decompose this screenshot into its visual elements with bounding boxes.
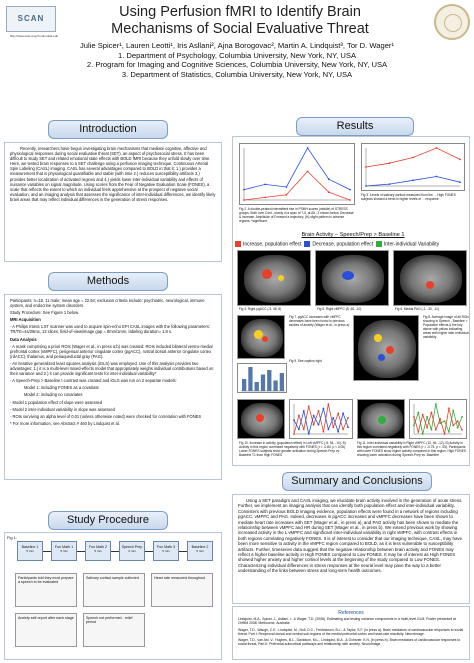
analysis-text-2: - An iterative generalized least squares analysis (iGLS) was employed. Use of this analysis provides two advantages: 1.) it is a multi-level mixed-effects model that appropriately weighs individual contributions based on their variance and 2.) it can provide significant tests for inter-individual variability* xyxy=(10,360,214,377)
introduction-heading: Introduction xyxy=(48,120,168,139)
analysis-heading: Data Analysis xyxy=(10,336,37,342)
fig11-caption: Fig 11. Inter-individual variability in Right vMPFC (10, 46, -12). B) Activity in this region correlated negatively with FONES (r = -0.75, p < .05). Participants with lower FONES show higher activity compared in this region, High FONES showing lower activation during Speech-Prep vs. Baseline xyxy=(357,441,466,457)
procedure-heading: Study Procedure xyxy=(48,511,168,530)
analysis-text-3: - A Speech-Prep > Baseline t contrast was created and iGLS was run on 2 separate models: xyxy=(10,378,177,384)
data-point xyxy=(412,157,414,159)
data-point xyxy=(439,422,441,424)
methods-footnote: * For more information, see Abstract # 460 by Lindquist et al. xyxy=(10,420,120,426)
data-point xyxy=(332,426,334,428)
data-point xyxy=(293,433,295,435)
introduction-text: Recently, researchers have begun investigating brain mechanisms that mediate cognitive, affective and physiological responses during social evaluative threat (SET), an aspect of psychosocial stress. It has been difficult to study SET and related emotional state effects with BOLD fMRI because they unfold slowly over time. Here, we tested brain responses to a SET challenge using a perfusion imaging technique, Continuous Arterial Spin Labeling (CASL) imaging. CASL has several advantages compared to BOLD in that it: 1.) provides a measurement that is physiological quantifiable and stable (with time 2.) reduces susceptibility artifacts 3.) provides better localization of activated regions and 4.) yields lower inter-individual variability and effects of nuisance variables on signal magnitude. Using scores from the Fear of Negative Evaluation Scale (FONES), a scale that reflects the extent to which an individual feels apprehensive at the prospect of negative social evaluation, and an imaging analysis that assesses the significance of inter-individual differences, we identify likely brain areas that may reflect individual differences in the generation of stress responses. xyxy=(10,146,216,202)
stage-label: Fun Math 1 xyxy=(54,545,74,549)
data-point xyxy=(342,412,344,414)
stage-arrow xyxy=(111,551,119,552)
data-point xyxy=(307,147,309,149)
data-point xyxy=(349,199,351,201)
series-line-0 xyxy=(294,404,348,434)
results-timeseries-left xyxy=(289,399,353,439)
procedure-note: Participants told they must prepare a speech to be evaluated xyxy=(15,573,77,607)
author-block xyxy=(20,41,454,79)
bar xyxy=(267,370,271,391)
data-point xyxy=(264,184,266,186)
data-point xyxy=(461,429,463,431)
brain-image-left-vmpfc xyxy=(237,399,285,439)
brain-image-pgacc xyxy=(237,250,311,306)
reference-1: Lindquist, M.A., Spicer, J., Asllani, I., & Wager, T.D. (2008). Estimating and testing variance components in a multi-level GLM. Poster presented at OHBM 2008, Melbourne, Australia xyxy=(238,617,456,626)
method-step-3: - ROIs surviving an alpha level of 0.01 (unless otherwise noted) were checked for correlation with FONES xyxy=(10,413,202,419)
bar xyxy=(261,375,265,392)
data-point xyxy=(444,433,446,435)
affiliation-2: 2. Program for Imaging and Cognitive Sciences, Columbia University, New York, NY, USA xyxy=(86,60,388,70)
data-point xyxy=(318,424,320,426)
bar xyxy=(280,373,284,391)
decrease-swatch xyxy=(304,241,310,247)
summary-heading: Summary and Conclusions xyxy=(282,472,432,491)
title-line-2: Mechanisms of Social Evaluative Threat xyxy=(111,21,369,37)
brain-image-vmpfc xyxy=(315,250,389,306)
data-point xyxy=(431,429,433,431)
fig8-caption: Fig 8. Average image of all ROIs showing in Speech - Baseline > Population effects & the key above with yellow indicating areas with higher inter-individual variability xyxy=(423,315,469,339)
data-point xyxy=(413,425,415,427)
affiliation-3: 3. Department of Statistics, Columbia University, New York, NY, USA xyxy=(121,69,353,79)
stage-time: 5 min xyxy=(162,549,170,554)
data-point xyxy=(413,416,415,418)
fig4-caption: Fig 4. Right pgACC (-5, 48, 8) xyxy=(239,307,282,311)
data-point xyxy=(435,429,437,431)
scan-logo: SCAN xyxy=(6,6,56,32)
results-chart-left xyxy=(239,143,355,205)
procedure-note: Anxiety self-report after each stage xyxy=(15,613,77,647)
brain-legend xyxy=(235,241,469,248)
data-point xyxy=(349,189,351,191)
summary-text: Using a SET paradigm and CASL imaging, we elucidate brain activity involved in the generation of acute stress. Further, we implement an imaging analysis that can identify both population effect and inter-individual variability. Consistent with previous BOLD imaging evidence, population effects were found in a network of regions including pgACC, vMPFC and PAG. Indeed, decreases in pgACC increases and vMPFC decreases have been shown to mediate heart rate increases with SET (Wager et al., in press a), and PAG activity has been shown to mediate the relationship between vMPFC and HR during SET (Wager et al., in press b). We extend previous work by showing increased activity in the L vMPFC and significant inter-individual variability in right vMPFC, with contrast effects in both regions correlating negatively FONES. It is of interest to consider that our imaging technique, CASL, may have been more sensitive to activity in the vMPFC region compared to BOLD, as it is less vulnerable to susceptibility artifacts. Further, timeseries data suggest that the negative relationship between brain activity and FONES may reflect a higher baseline activity in High FONES compared to Low FONES. It may be of interest as High FONES showed higher anxiety and higher cortisol levels at the beginning of the study compared to Low FONES. Characterizing individual differences in stress responses at the neural level may pave the way to a better understanding of the links between stress and long-term health outcomes. xyxy=(238,498,463,574)
data-point xyxy=(293,419,295,421)
references-panel xyxy=(232,606,470,660)
data-point xyxy=(323,408,325,410)
data-point xyxy=(243,199,245,201)
data-point xyxy=(417,412,419,414)
data-point xyxy=(337,412,339,414)
fig5-caption: Fig 5. Right vMPFC (8, 48, -10) xyxy=(317,307,362,311)
data-point xyxy=(448,431,450,433)
data-point xyxy=(313,415,315,417)
stage-label: Speech Prep xyxy=(121,545,143,549)
data-point xyxy=(457,427,459,429)
data-point xyxy=(308,433,310,435)
logo-url: http://www.scan.psych.columbia.edu xyxy=(9,34,59,38)
columbia-seal-icon xyxy=(434,4,470,40)
stage-label: Fun Math 2 xyxy=(88,545,108,549)
data-point xyxy=(243,189,245,191)
data-point xyxy=(327,403,329,405)
data-point xyxy=(452,410,454,412)
procedure-note: Heart rate measured throughout xyxy=(151,573,213,607)
stage-arrow xyxy=(43,551,51,552)
brain-image-pag xyxy=(393,250,467,306)
affiliation-1: 1. Department of Psychology, Columbia University, New York, NY, USA xyxy=(117,50,357,60)
legend-increase: Increase, population effect xyxy=(243,241,302,248)
reference-3: Wager, T.D., van Ast, V., Hughes, B.L., Davidson, M.L., Lindquist, M.A., & Ochsner, K.N. (in press b). Brain mediators of cardiovascular responses to social threat, Part II: Prefrontal-subcortical pathways and relationship with anxiety. NeuroImage. xyxy=(238,638,461,647)
stage-label: Baseline 1 xyxy=(21,545,39,549)
stage-time: 5 min xyxy=(196,549,204,554)
data-point xyxy=(307,171,309,173)
poster-title xyxy=(60,4,420,38)
author-list: Julie Spicer¹, Lauren Leotti¹, Iris Asllani², Ajna Borogovac², Martin A. Lindquist³, Tor D. Wager¹ xyxy=(79,41,394,50)
procedure-stage xyxy=(85,541,111,561)
methods-heading: Methods xyxy=(48,272,168,291)
data-point xyxy=(332,417,334,419)
stage-label: Fun Math 3 xyxy=(156,545,176,549)
stage-time: 5 min xyxy=(26,549,34,554)
stage-arrow xyxy=(77,551,85,552)
legend-decrease: Decrease, population effect xyxy=(312,241,374,248)
fig10-caption: Fig 10. Increase in activity (population effect) in Left vMPFC (-8, 54, -10). B) Activity in this region correlated negatively with FONES (r = -0.84, p < 0.05). Lower FONES subjects show greater activation during Speech-Prep vs. Baseline T1 than High FONES xyxy=(239,441,347,457)
procedure-note: Speech not performed - relief period xyxy=(83,613,145,647)
data-point xyxy=(308,405,310,407)
stage-label: Baseline 2 xyxy=(191,545,209,549)
bar xyxy=(273,381,277,392)
acquisition-text: - A Philips Intera 1.5T scanner was used to acquire spin-echo EPI CASL images with the following parameters: TR/TE=4s/36ms, 13 slices, field-of-view/image gap = 8mm/1mm, labeling duration= 1.8 s. xyxy=(10,324,211,335)
series-line-0 xyxy=(414,404,462,434)
data-point xyxy=(459,181,461,183)
brain-image-pgacc-detail xyxy=(237,315,285,359)
procedure-stage xyxy=(187,541,213,561)
data-point xyxy=(264,197,266,199)
data-point xyxy=(337,431,339,433)
data-point xyxy=(347,417,349,419)
data-point xyxy=(298,428,300,430)
series-line-1 xyxy=(366,177,460,187)
method-step-2: - Model 2 inter-individual variability in slope was assessed xyxy=(10,406,115,412)
results-timeseries-right xyxy=(409,399,467,439)
data-point xyxy=(412,179,414,181)
fig7-caption: Fig 7. pgACC increases with vMPFC decreases have been found in previous studies of anxiety (Wager et al., in press a) xyxy=(289,315,350,327)
data-point xyxy=(439,418,441,420)
data-point xyxy=(328,191,330,193)
data-point xyxy=(431,412,433,414)
data-point xyxy=(457,420,459,422)
method-step-1: - Model 1 population effect of slope were assessed xyxy=(10,399,103,405)
data-point xyxy=(444,420,446,422)
poster-header xyxy=(0,0,474,96)
data-point xyxy=(342,428,344,430)
brain-activity-title: Brain Activity – Speech/Prep > Baseline 1 xyxy=(301,232,405,238)
references-heading: References xyxy=(338,610,364,616)
legend-inter: Inter-individual Variability xyxy=(383,241,440,248)
data-point xyxy=(426,416,428,418)
data-point xyxy=(318,410,320,412)
results-bar-chart xyxy=(237,363,287,393)
model-1-text: Model 1: including FONES as a covariate xyxy=(24,385,99,391)
brain-image-right-vmpfc xyxy=(357,399,405,439)
stage-arrow xyxy=(179,551,187,552)
bar xyxy=(242,379,246,391)
data-point xyxy=(389,162,391,164)
data-point xyxy=(347,426,349,428)
data-point xyxy=(435,403,437,405)
methods-panel xyxy=(4,294,222,480)
data-point xyxy=(459,159,461,161)
introduction-panel xyxy=(4,142,222,262)
procedure-stage xyxy=(51,541,77,561)
data-point xyxy=(426,427,428,429)
acquisition-heading: MRI Acquisition xyxy=(10,317,41,323)
procedure-ref-text: Study Procedure: See Figure 1 below. xyxy=(10,310,79,316)
data-point xyxy=(323,431,325,433)
bar xyxy=(255,382,259,391)
data-point xyxy=(328,178,330,180)
title-line-1: Using Perfusion fMRI to Identify Brain xyxy=(119,4,361,20)
data-point xyxy=(365,166,367,168)
procedure-stage xyxy=(153,541,179,561)
bar xyxy=(248,367,252,391)
data-point xyxy=(298,415,300,417)
stage-time: 5 min xyxy=(60,549,68,554)
data-point xyxy=(365,185,367,187)
summary-panel xyxy=(232,494,470,604)
stage-time: 2 min xyxy=(128,549,136,554)
procedure-stage xyxy=(119,541,145,561)
data-point xyxy=(286,186,288,188)
data-point xyxy=(389,183,391,185)
data-point xyxy=(303,428,305,430)
data-point xyxy=(422,414,424,416)
procedure-note: Salivary cortisol sample collected xyxy=(83,573,145,607)
data-point xyxy=(436,176,438,178)
participants-text: Participants: n=18, 11 male; mean age = 22.94; exclusion criteria include: psychiatric, neurological, immune system, and endocrine system disorders xyxy=(10,298,205,309)
data-point xyxy=(286,194,288,196)
stage-time: 5 min xyxy=(94,549,102,554)
procedure-fig-label: Fig 1. xyxy=(7,535,18,540)
brain-image-average xyxy=(353,315,419,381)
results-panel xyxy=(232,136,470,466)
data-point xyxy=(461,416,463,418)
increase-swatch xyxy=(235,241,241,247)
results-chart-right xyxy=(361,143,465,191)
model-2-text: Model 2: including no covariates xyxy=(24,392,83,398)
reference-2: Wager, T.D., Waugh, C.E., Lindquist, M., Noll, D.C., Fredrickson, B.L., & Taylor, S.F. (in press a). Brain mediators of cardiovascular responses to social threat, Part I: Reciprocal dorsal and ventral sub-regions of the medial prefrontal cortex and heart-rate reactivity. NeuroImage. xyxy=(238,627,464,636)
stage-arrow xyxy=(145,551,153,552)
chart-caption-left: Fig 2. A double-peaked intermittent rise in PSMH scores (middle) of STRESS groups. Both over Cont., slowly in a span of 7-5, at Alt.; 3 shown below, Decrease & increase. Amplitude of Fonesed a trajectory, (H)-slight pattern in adverse regions. *significant. xyxy=(239,207,354,223)
data-point xyxy=(303,410,305,412)
data-point xyxy=(422,433,424,435)
data-point xyxy=(417,431,419,433)
analysis-text-1: - A mask comprising a priori ROIs (Wager et al., in press a;b) was created: ROIs included bilateral ventro-medial prefrontal cortex (vMPFC), perigenual anterior cingulate cortex (pgACC), rostral dorsal anterior cingulate cortex (rdACC), thalamus, and periaqueductal gray (PAG). xyxy=(10,343,213,359)
inter-swatch xyxy=(376,241,382,247)
fig9-caption: Fig 9. See caption right xyxy=(289,359,322,363)
data-point xyxy=(448,407,450,409)
data-point xyxy=(452,425,454,427)
fig6-caption: Fig 6. Medial PAG (-1, -30, -11) xyxy=(395,307,439,311)
data-point xyxy=(436,147,438,149)
chart-caption-right: Fig 3. Levels of salivary cortisol measured from the ... High FONES subjects showed a trend in higher levels of ... response. xyxy=(361,193,456,201)
procedure-stage xyxy=(17,541,43,561)
data-point xyxy=(327,428,329,430)
data-point xyxy=(313,424,315,426)
results-heading: Results xyxy=(296,117,414,136)
procedure-panel xyxy=(4,532,222,660)
